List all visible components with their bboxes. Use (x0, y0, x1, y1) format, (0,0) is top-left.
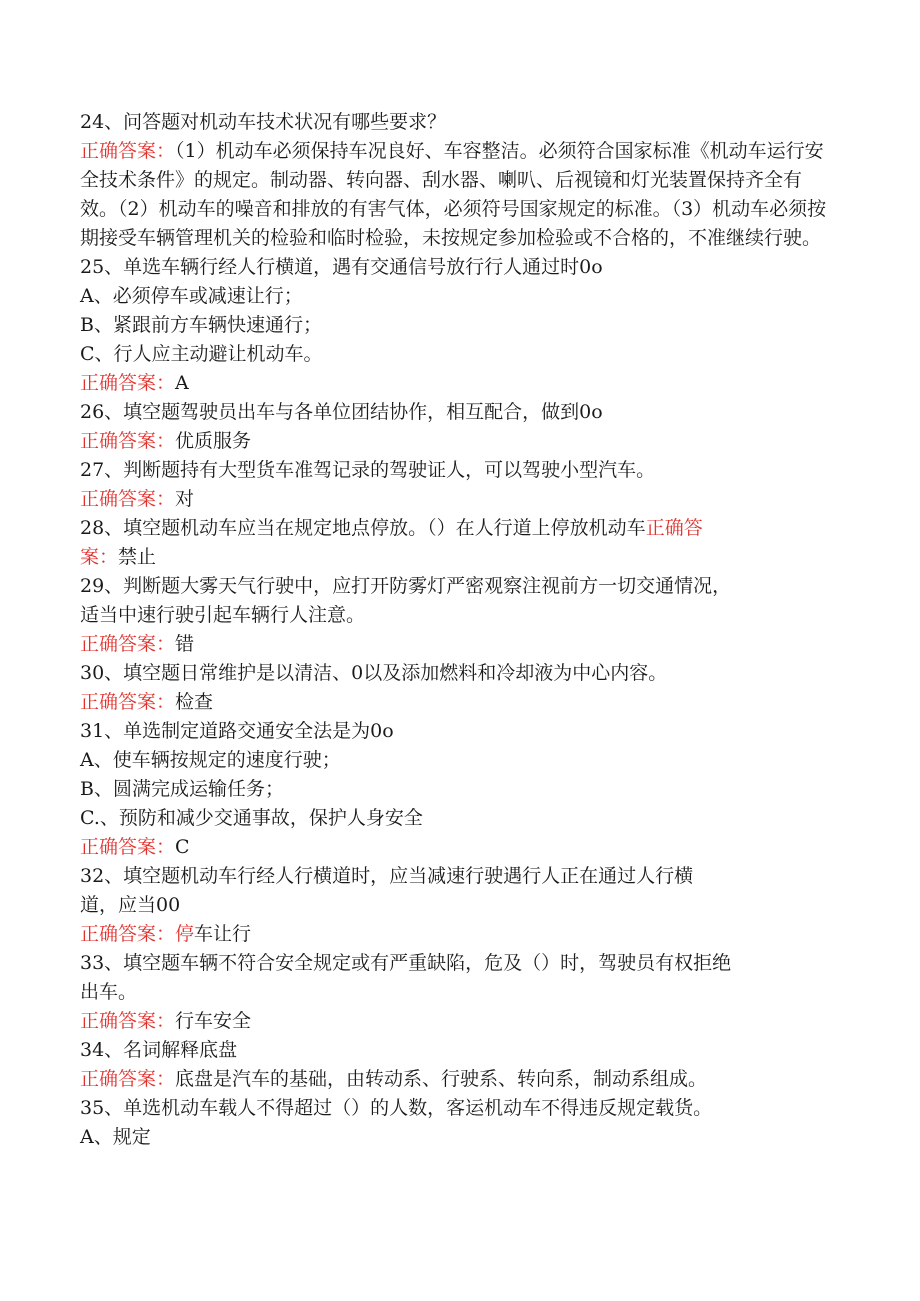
question-32-line-2: 道，应当00 (80, 894, 181, 916)
answer-label: 正确答案： (80, 372, 176, 394)
answer-text: A (175, 372, 189, 394)
answer-27 (80, 485, 830, 514)
answer-text: 错 (175, 633, 195, 655)
answer-label: 正确答案： (80, 488, 176, 510)
question-35: 35、单选机动车载人不得超过（）的人数，客运机动车不得违反规定载货。 (80, 1097, 713, 1119)
answer-label: 正确答案： (80, 691, 176, 713)
question-29-line-2: 适当中速行驶引起车辆行人注意。 (80, 604, 366, 626)
question-33-line-2: 出车。 (80, 981, 138, 1003)
question-24: 24、问答题对机动车技术状况有哪些要求？ (80, 111, 447, 133)
answer-text: C (175, 836, 190, 858)
question-25: 25、单选车辆行经人行横道，遇有交通信号放行行人通过时0o (80, 256, 603, 278)
answer-26 (80, 427, 830, 456)
option-c: C.、预防和减少交通事故，保护人身安全 (80, 807, 423, 829)
answer-text: 车让行 (194, 923, 252, 945)
answer-label: 正确答案： (80, 923, 176, 945)
question-29-line-1: 29、判断题大雾天气行驶中，应打开防雾灯严密观察注视前方一切交通情况， (80, 575, 732, 597)
answer-24 (80, 137, 830, 253)
answer-34 (80, 1065, 830, 1094)
answer-text: （1）机动车必须保持车况良好、车容整洁。必须符合国家标准《机动车运行安全技术条件》的规定。制动器、转向器、刮水器、喇叭、后视镜和灯光装置保持齐全有效。（2）机动车的噪音和排放的有害气体，必须符号国家规定的标准。（3）机动车必须按期接受车辆管理机关的检验和临时检验，未按规定参加检验或不合格的，不准继续行驶。 (80, 140, 827, 249)
question-text: 28、填空题机动车应当在规定地点停放。（）在人行道上停放机动车 (80, 517, 646, 539)
answer-label: 正确答案： (80, 836, 176, 858)
question-28 (80, 514, 830, 543)
answer-label: 正确答案： (80, 633, 176, 655)
answer-31 (80, 833, 830, 862)
option-a: A、必须停车或减速让行； (80, 285, 303, 307)
answer-text: 优质服务 (175, 430, 252, 452)
question-27: 27、判断题持有大型货车准驾记录的驾驶证人，可以驾驶小型汽车。 (80, 459, 656, 481)
answer-32 (80, 920, 830, 949)
answer-text: 行车安全 (175, 1010, 252, 1032)
question-34: 34、名词解释底盘 (80, 1039, 238, 1061)
answer-label-part-1: 正确答 (645, 517, 703, 539)
question-32-line-1: 32、填空题机动车行经人行横道时，应当减速行驶遇行人正在通过人行横 (80, 865, 694, 887)
answer-30 (80, 688, 830, 717)
answer-label: 正确答案： (80, 430, 176, 452)
answer-label: 正确答案： (80, 1010, 176, 1032)
question-33-line-1: 33、填空题车辆不符合安全规定或有严重缺陷，危及（）时，驾驶员有权拒绝 (80, 952, 732, 974)
option-a: A、使车辆按规定的速度行驶； (80, 749, 341, 771)
answer-text: 底盘是汽车的基础，由转动系、行驶系、转向系，制动系组成。 (175, 1068, 708, 1090)
answer-text: 检查 (175, 691, 214, 713)
option-b: B、紧跟前方车辆快速通行； (80, 314, 322, 336)
question-list (80, 108, 830, 1152)
question-30: 30、填空题日常维护是以清洁、0以及添加燃料和冷却液为中心内容。 (80, 662, 668, 684)
answer-text: 对 (175, 488, 195, 510)
option-a: A、规定 (80, 1126, 151, 1148)
answer-text: 禁止 (118, 546, 157, 568)
answer-label: 正确答案： (80, 140, 176, 162)
answer-text-red-part: 停 (175, 923, 195, 945)
answer-33 (80, 1007, 830, 1036)
option-c: C、行人应主动避让机动车。 (80, 343, 323, 365)
answer-label: 正确答案： (80, 1068, 176, 1090)
answer-label-part-2: 案： (80, 546, 119, 568)
question-31: 31、单选制定道路交通安全法是为0o (80, 720, 394, 742)
option-b: B、圆满完成运输任务； (80, 778, 284, 800)
question-26: 26、填空题驾驶员出车与各单位团结协作，相互配合，做到0o (80, 401, 603, 423)
answer-28 (80, 543, 830, 572)
answer-29 (80, 630, 830, 659)
answer-25 (80, 369, 830, 398)
